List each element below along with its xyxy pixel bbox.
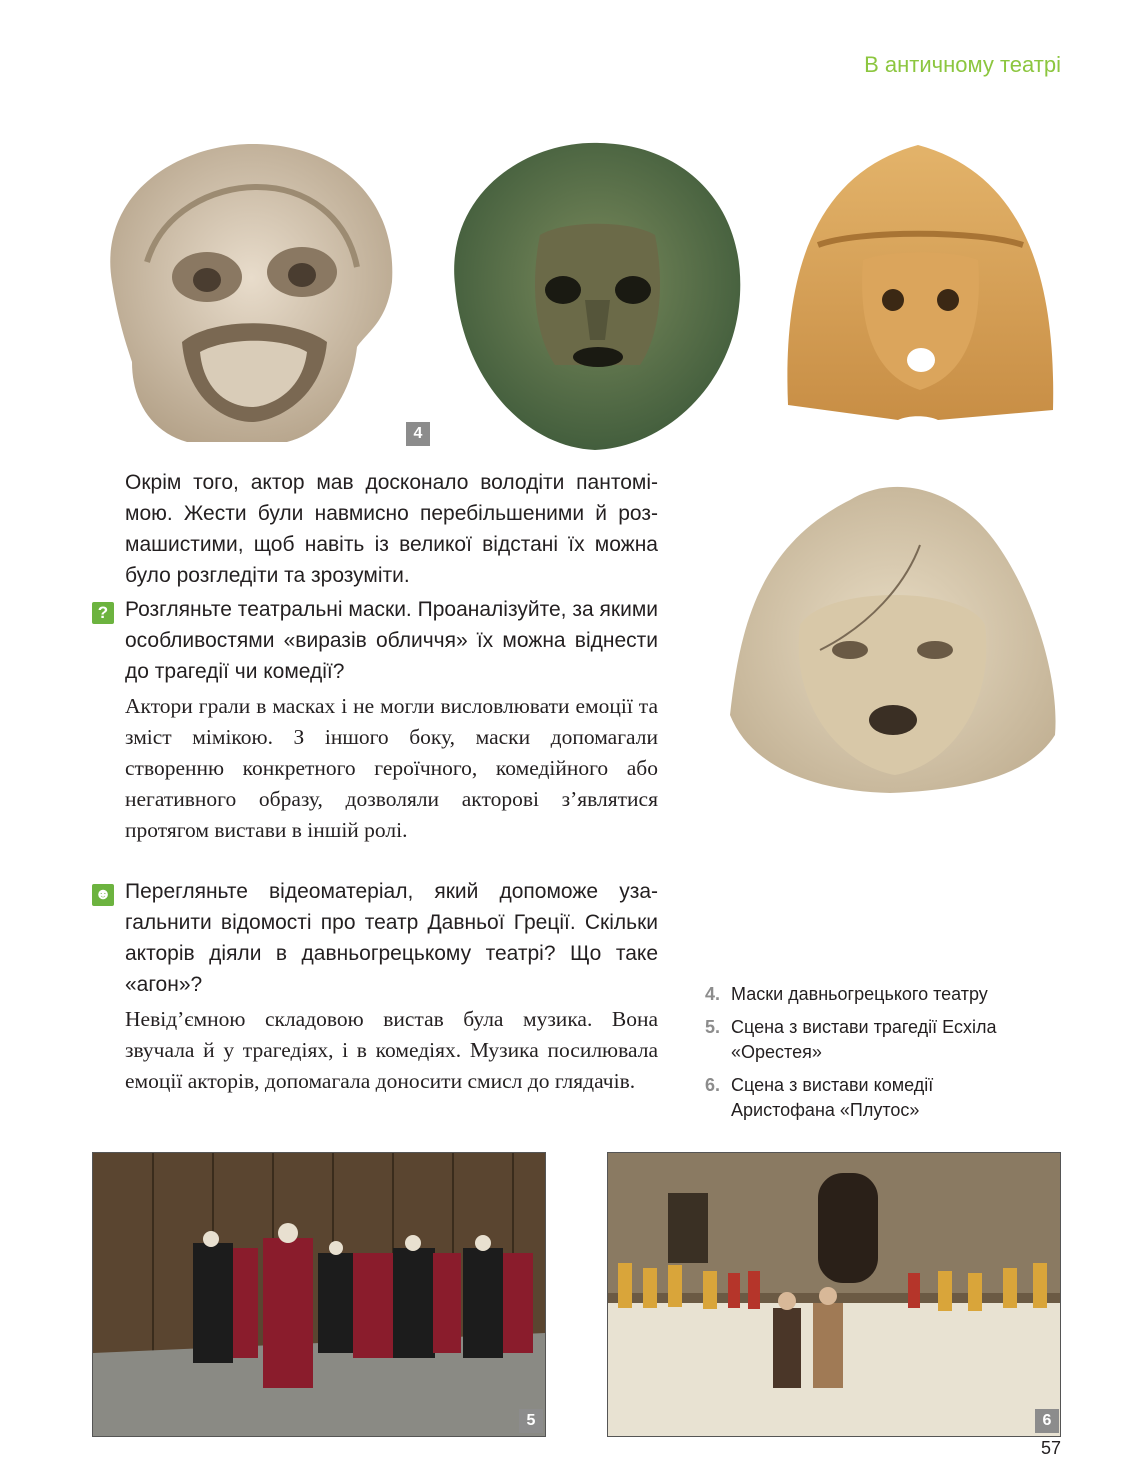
paragraph-music: Невід’ємною складовою вистав була музика. Вона звучала й у трагедіях, і в комедіях. Музика посилювала емоції акторів, допомагала доносити смисл до глядачів. [125,1007,658,1093]
question-icon: ? [92,602,114,624]
caption-4: 4. Маски давньогрецького театру [705,984,988,1004]
paragraph-masks: Актори грали в масках і не могли висловлювати емоції та зміст мімікою. З іншого боку, маски допомагали створенню конкретного героїчного, комедійного або негативного образу, дозволяли акторові з’являтися протягом вистави в іншій ролі. [125,694,658,842]
bronze-mask-image [435,135,755,453]
caption-6: 6. Сцена з вистави комедії Аристофана «Плутос» [705,1075,934,1120]
paragraph-pantomime: Окрім того, актор мав досконало володіти пантомімою. Жести були навмисно перебільшеними й розмашистими, щоб навіть із великої відстані їх можна було розгледіти та зрозуміти. [125,471,658,587]
plutus-scene-photo [607,1152,1061,1437]
oresteia-scene-photo [92,1152,546,1437]
figure-number-6: 6 [1035,1409,1059,1433]
smile-icon: ☻ [92,884,114,906]
figure-number-5: 5 [519,1409,543,1433]
terracotta-mask-image [778,135,1060,427]
question-masks: Розгляньте театральні маски. Проаналізуйте, за якими особливостями «виразів обличчя» їх можна віднести до трагедії чи комедії? [125,598,658,683]
video-task: Перегляньте відеоматеріал, який допоможе узагальнити відомості про театр Давньої Греції. Скільки акторів діяли в давньогрецькому театрі? Що таке «агон»? [125,880,658,996]
figure-number-4: 4 [406,422,430,446]
figure-captions [705,982,1065,1131]
caption-5: 5. Сцена з вистави трагедії Есхіла «Орестея» [705,1017,997,1062]
section-title: В античному театрі [864,52,1061,77]
marble-female-mask-image [730,475,1060,795]
comic-mask-image [92,132,404,447]
page-number: 57 [1040,1438,1061,1458]
